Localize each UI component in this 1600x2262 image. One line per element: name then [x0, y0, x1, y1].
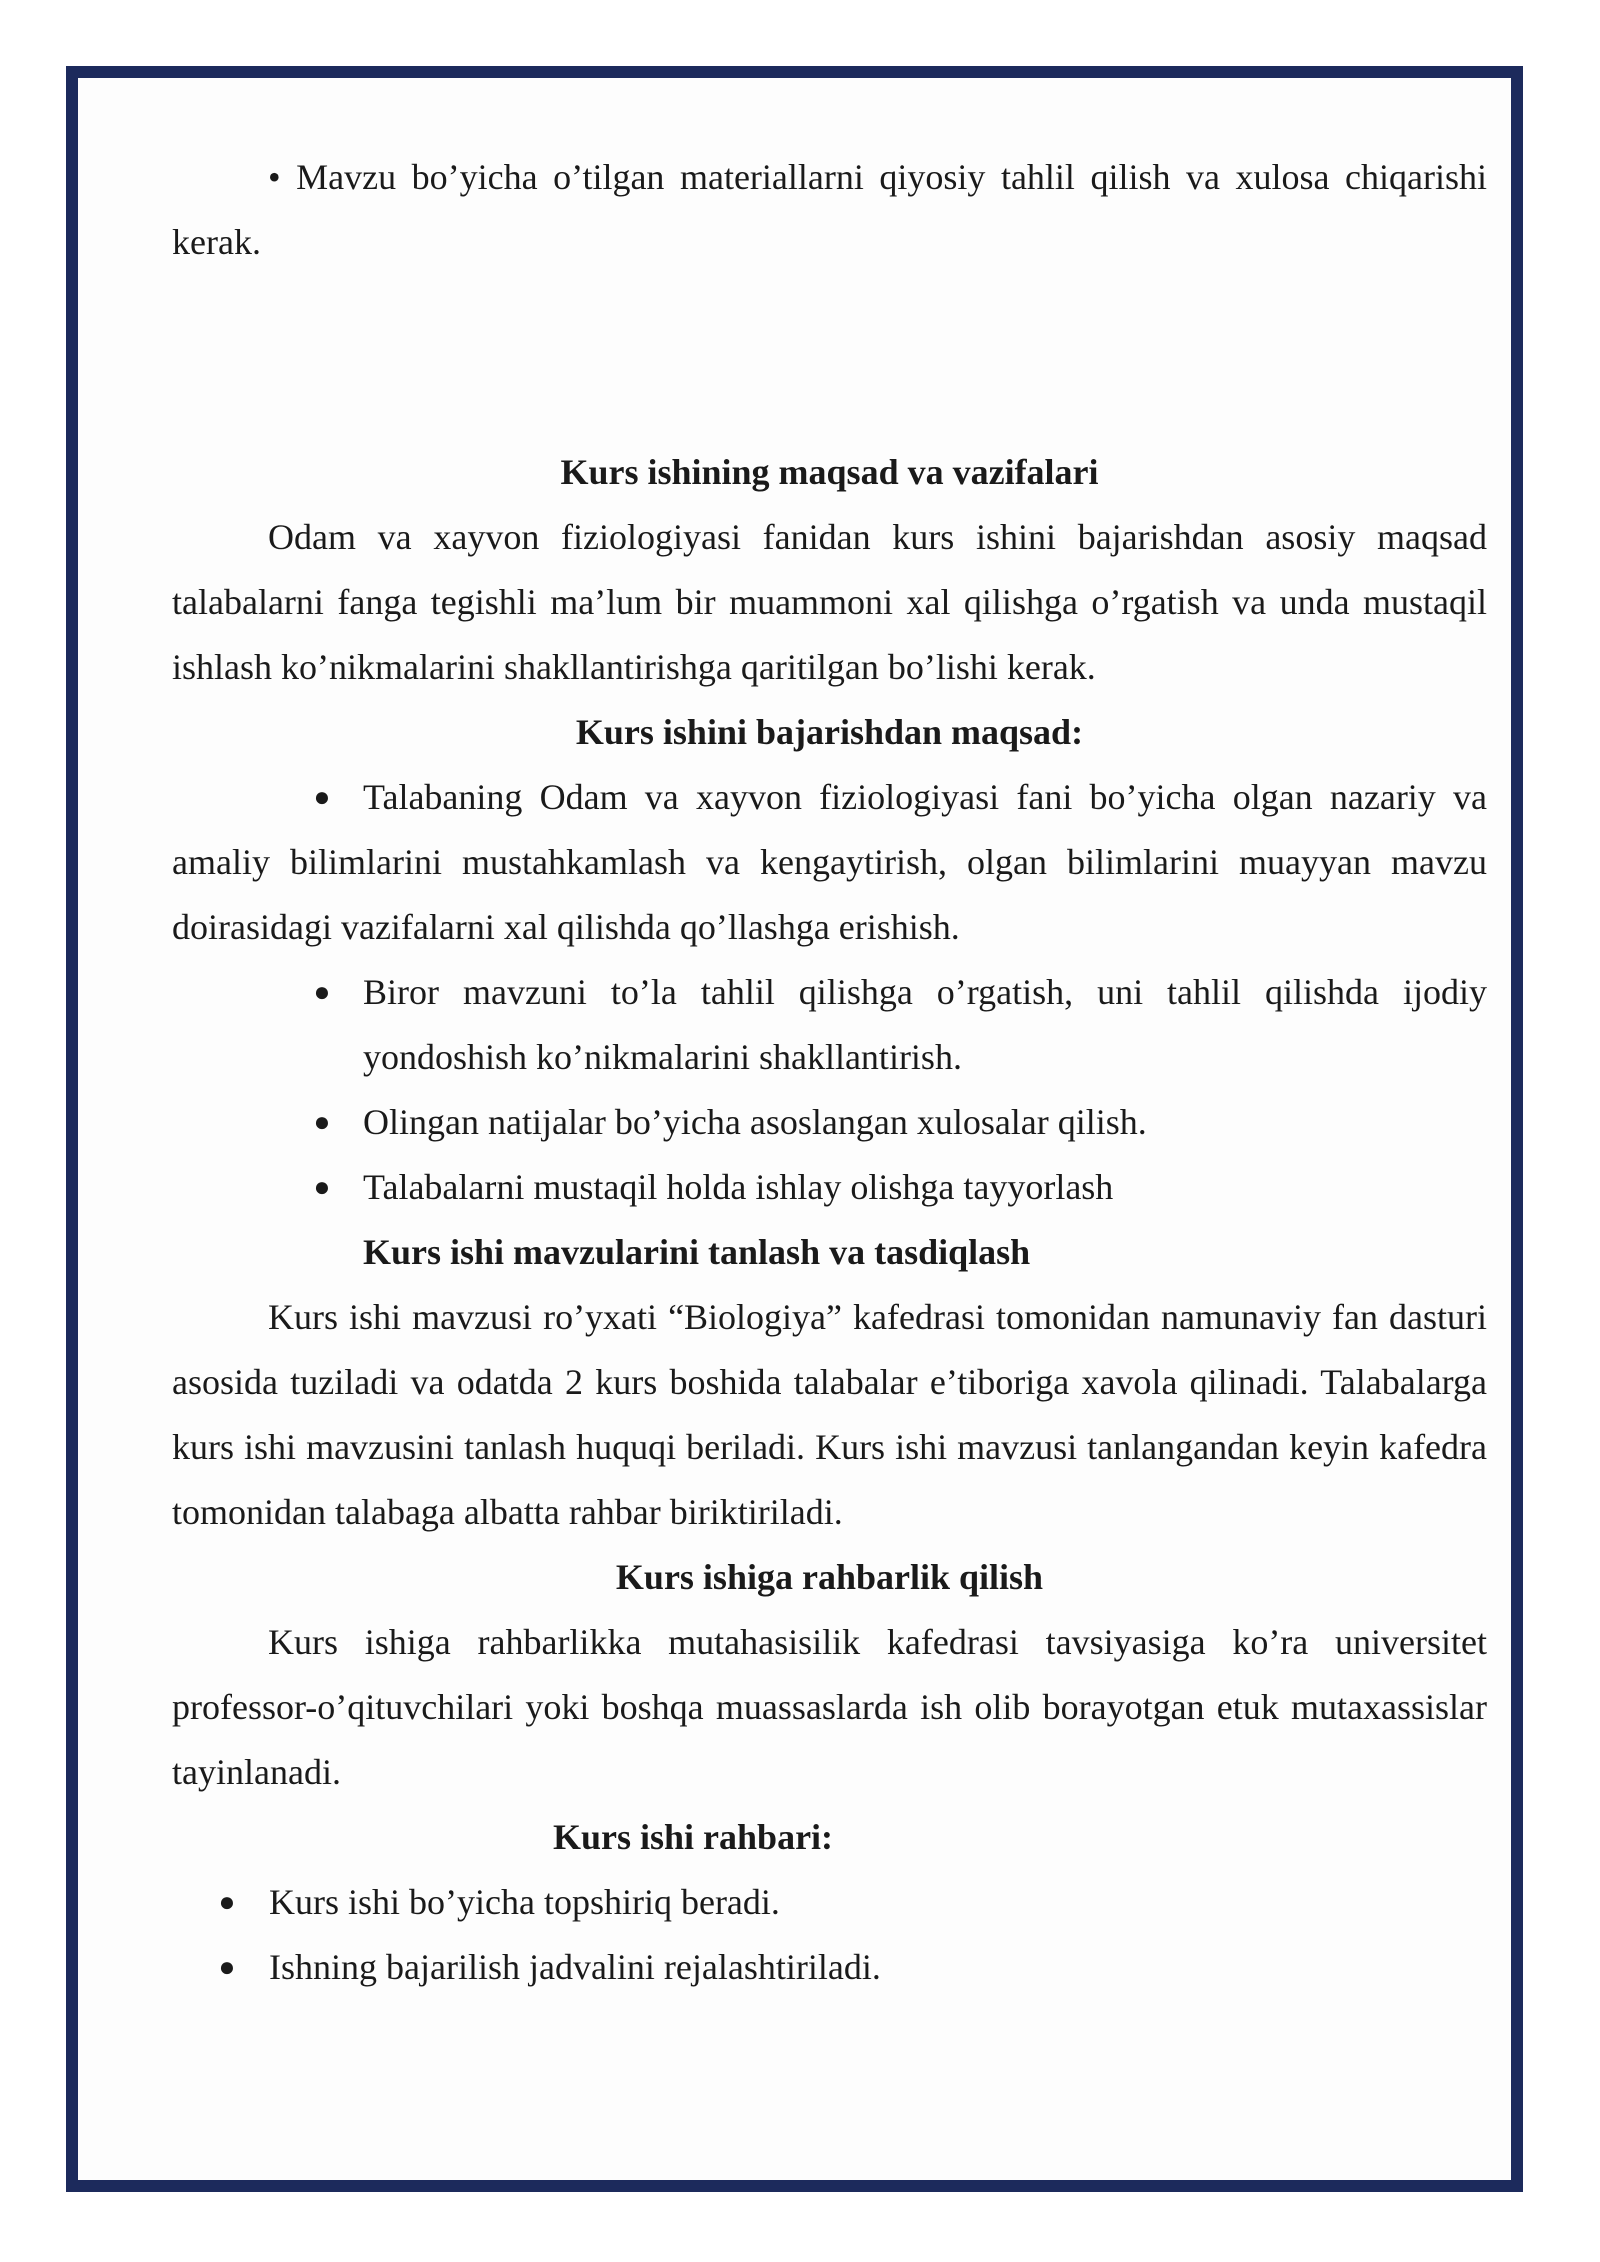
purpose-first-item	[172, 765, 1487, 960]
supervisor-list	[172, 1870, 1487, 2000]
document-body	[172, 145, 1487, 2000]
heading-supervisor: Kurs ishi rahbari:	[553, 1817, 834, 1857]
bullet-dot-icon: ●	[313, 782, 331, 813]
bullet-dot-icon: ●	[313, 1107, 331, 1138]
list-item-text: Kurs ishi bo’yicha topshiriq beradi.	[269, 1882, 780, 1922]
list-item	[172, 1870, 1487, 1935]
list-item-text: Biror mavzuni to’la tahlil qilishga o’rgatish, uni tahlil qilishda ijodiy yondoshish ko’nikmalarini shakllantirish.	[363, 972, 1487, 1077]
heading-topics: Kurs ishi mavzularini tanlash va tasdiqlash	[363, 1232, 1031, 1272]
list-item	[172, 1090, 1487, 1155]
list-item-text: Ishning bajarilish jadvalini rejalashtiriladi.	[269, 1947, 881, 1987]
heading-supervision: Kurs ishiga rahbarlik qilish	[615, 1557, 1044, 1597]
bullet-dot-icon: ●	[313, 1172, 331, 1203]
bullet-dot-icon: ●	[218, 1887, 236, 1918]
list-item-text: Talabalarni mustaqil holda ishlay olishga tayyorlash	[363, 1167, 1114, 1207]
heading-purpose: Kurs ishini bajarishdan maqsad:	[575, 712, 1084, 752]
heading-goals: Kurs ishining maqsad va vazifalari	[560, 452, 1099, 492]
bullet-dot-icon: ●	[218, 1952, 236, 1983]
section-spacer	[172, 275, 1487, 440]
bullet-dot-icon: ●	[313, 977, 331, 1008]
supervision-paragraph: Kurs ishiga rahbarlikka mutahasisilik kafedrasi tavsiyasiga ko’ra universitet professor-o’qituvchilari yoki boshqa muassaslarda ish olib borayotgan etuk mutaxassislar tayinlanadi.	[172, 1622, 1487, 1792]
purpose-list	[172, 960, 1487, 1220]
purpose-first-item-text: Talabaning Odam va xayvon fiziologiyasi fani bo’yicha olgan nazariy va amaliy bilimlarini mustahkamlash va kengaytirish, olgan bilimlarini muayyan mavzu doirasidagi vazifalarni xal qilishda qo’llashga erishish.	[172, 777, 1487, 947]
intro-bullet-paragraph: • Mavzu bo’yicha o’tilgan materiallarni qiyosiy tahlil qilish va xulosa chiqarishi kerak.	[172, 157, 1487, 262]
topics-paragraph: Kurs ishi mavzusi ro’yxati “Biologiya” kafedrasi tomonidan namunaviy fan dasturi asosida tuziladi va odatda 2 kurs boshida talabalar e’tiboriga xavola qilinadi. Talabalarga kurs ishi mavzusini tanlash huquqi beriladi. Kurs ishi mavzusi tanlangandan keyin kafedra tomonidan talabaga albatta rahbar biriktiriladi.	[172, 1297, 1487, 1532]
list-item-text: Olingan natijalar bo’yicha asoslangan xulosalar qilish.	[363, 1102, 1147, 1142]
list-item	[172, 1935, 1487, 2000]
goals-paragraph: Odam va xayvon fiziologiyasi fanidan kurs ishini bajarishdan asosiy maqsad talabalarni fanga tegishli ma’lum bir muammoni xal qilishga o’rgatish va unda mustaqil ishlash ko’nikmalarini shakllantirishga qaritilgan bo’lishi kerak.	[172, 517, 1487, 687]
list-item	[172, 1155, 1487, 1220]
list-item	[172, 960, 1487, 1090]
